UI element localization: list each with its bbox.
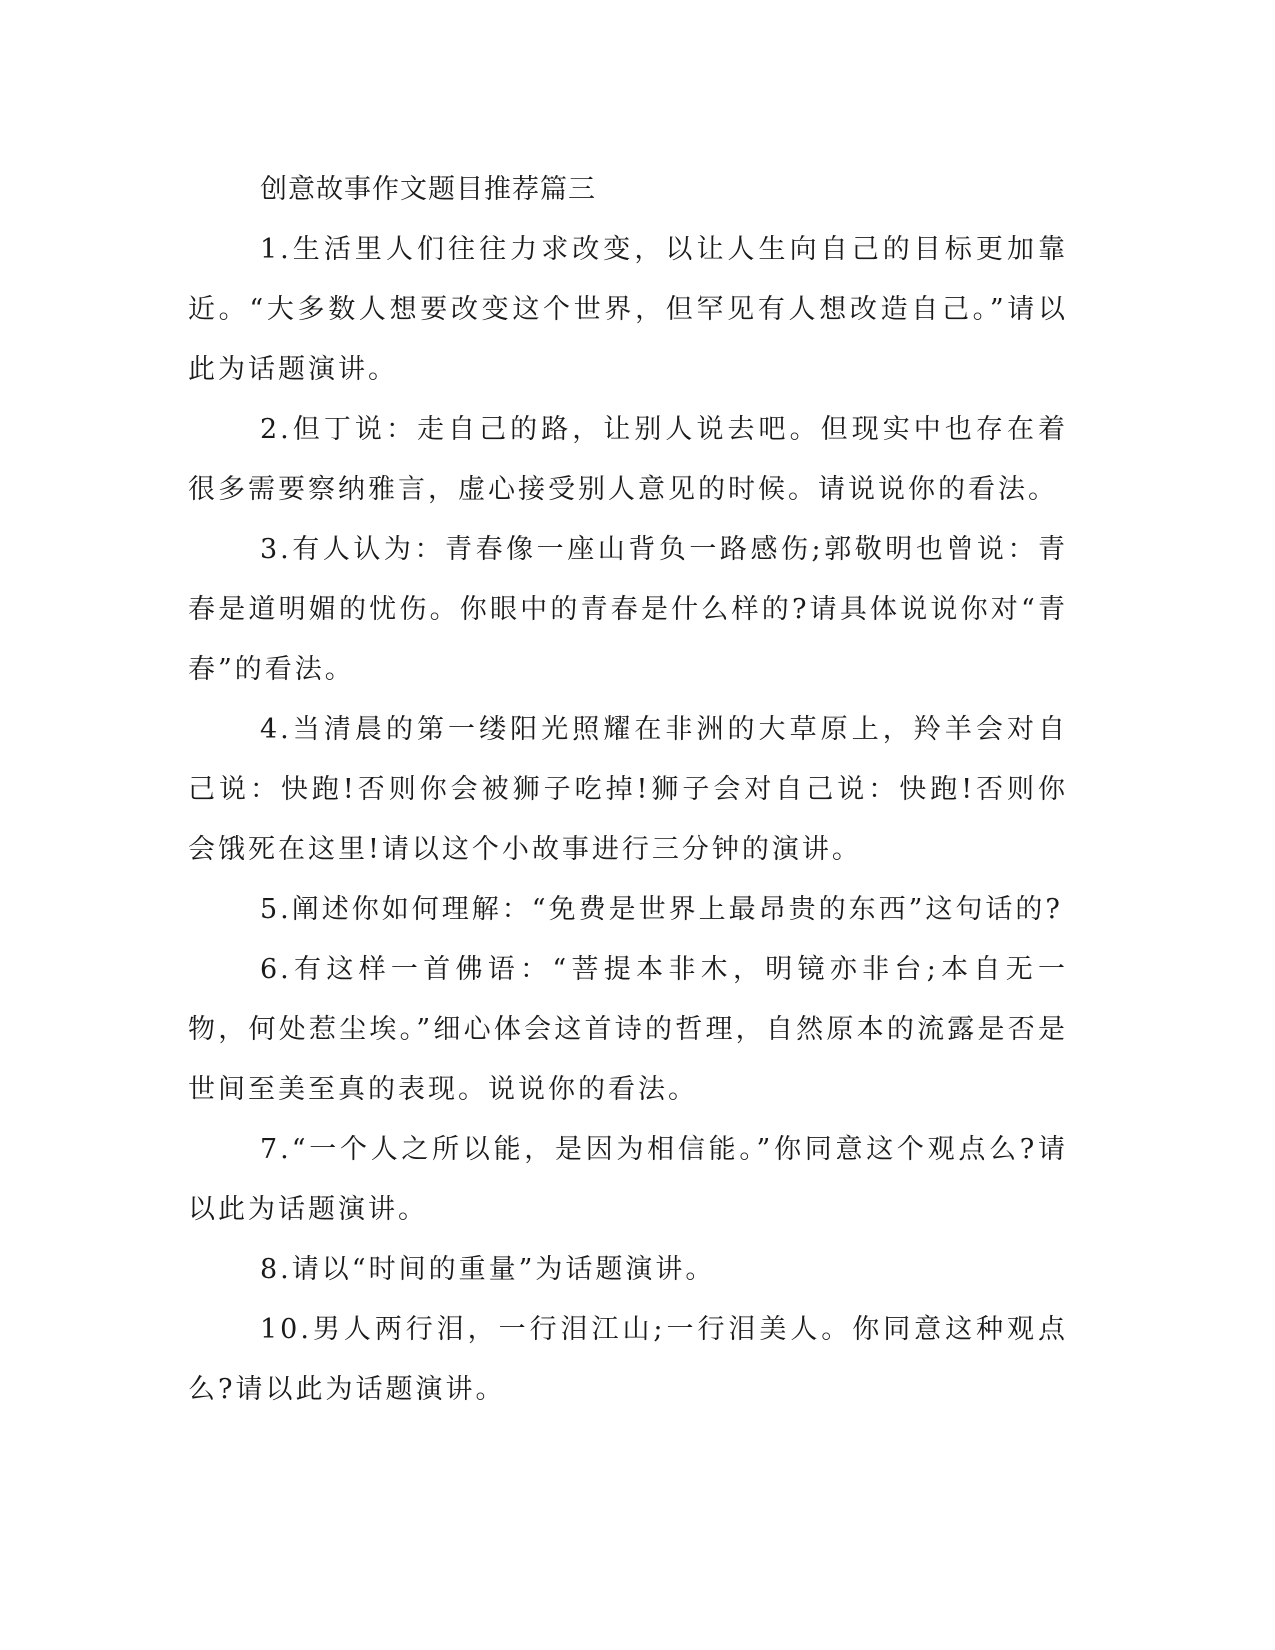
topic-item-5: 5.阐述你如何理解：“免费是世界上最昂贵的东西”这句话的? <box>260 894 1063 925</box>
topic-item-4: 4.当清晨的第一缕阳光照耀在非洲的大草原上，羚羊会对自己说：快跑!否则你会被狮子吃掉!狮子会对自己说：快跑!否则你会饿死在这里!请以这个小故事进行三分钟的演讲。 <box>188 714 1068 865</box>
topic-item-1: 1.生活里人们往往力求改变，以让人生向自己的目标更加靠近。“大多数人想要改变这个世界，但罕见有人想改造自己。”请以此为话题演讲。 <box>188 234 1068 385</box>
topic-item-10: 10.男人两行泪，一行泪江山;一行泪美人。你同意这种观点么?请以此为话题演讲。 <box>188 1314 1068 1405</box>
topic-item-8: 8.请以“时间的重量”为话题演讲。 <box>260 1254 716 1285</box>
topic-item-6: 6.有这样一首佛语：“菩提本非木，明镜亦非台;本自无一物，何处惹尘埃。”细心体会这首诗的哲理，自然原本的流露是否是世间至美至真的表现。说说你的看法。 <box>188 954 1068 1105</box>
document-title: 创意故事作文题目推荐篇三 <box>260 174 596 205</box>
topic-item-7: 7.“一个人之所以能，是因为相信能。”你同意这个观点么?请以此为话题演讲。 <box>188 1134 1068 1225</box>
topic-item-2: 2.但丁说：走自己的路，让别人说去吧。但现实中也存在着很多需要察纳雅言，虚心接受别人意见的时候。请说说你的看法。 <box>188 414 1068 505</box>
topic-item-3: 3.有人认为：青春像一座山背负一路感伤;郭敬明也曾说：青春是道明媚的忧伤。你眼中的青春是什么样的?请具体说说你对“青春”的看法。 <box>188 534 1068 685</box>
document-body <box>188 160 1068 1420</box>
